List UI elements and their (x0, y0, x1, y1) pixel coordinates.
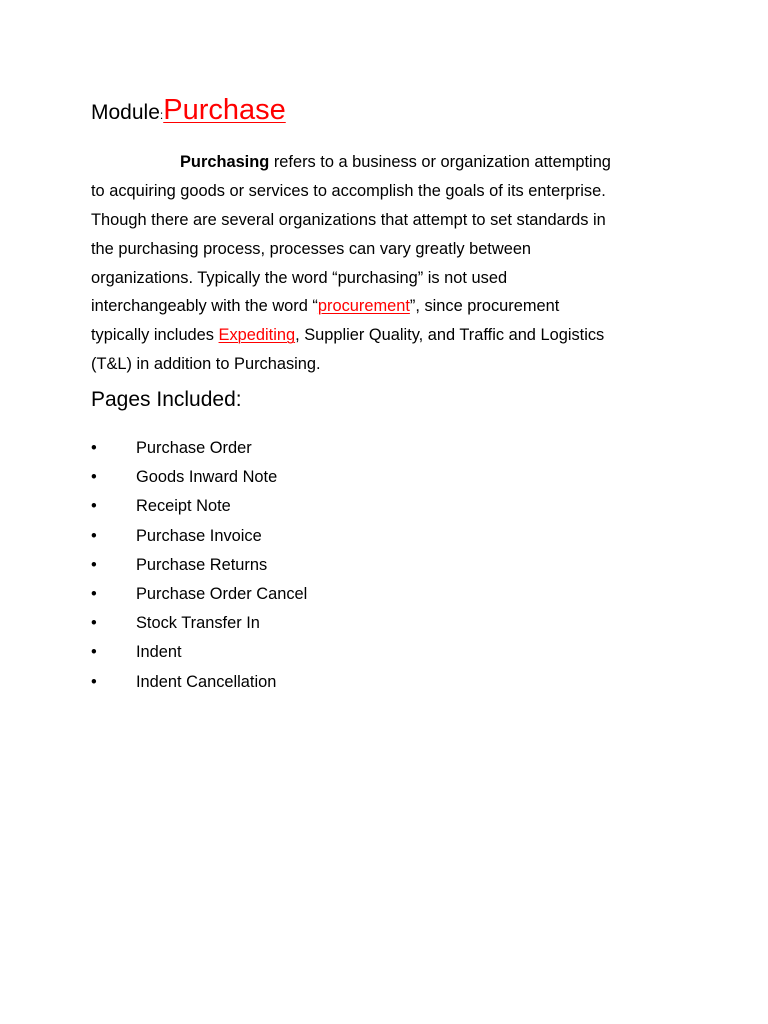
bullet-icon: • (91, 439, 97, 457)
intro-line-text: ”, since procurement (409, 297, 560, 316)
intro-line-text: interchangeably with the word “ (91, 297, 318, 316)
list-item-label: Purchase Returns (136, 555, 268, 574)
intro-paragraph (91, 148, 681, 379)
list-item-label: Stock Transfer In (136, 614, 260, 633)
list-item-label: Purchase Invoice (136, 526, 262, 545)
list-item-label: Goods Inward Note (136, 468, 278, 487)
intro-line: Though there are several organizations that attempt to set standards in (91, 210, 606, 229)
bullet-icon: • (91, 526, 97, 545)
intro-line: organizations. Typically the word “purchasing” is not used (91, 268, 508, 287)
bullet-icon: • (91, 614, 97, 633)
module-colon: : (159, 108, 164, 122)
bullet-icon: • (91, 555, 97, 574)
pages-included-heading: Pages Included: (91, 388, 242, 411)
module-name: Purchase (163, 94, 286, 126)
intro-bold-term: Purchasing (180, 153, 270, 171)
intro-line-text: typically includes (91, 326, 219, 345)
intro-line-text: refers to a business or organization attempting (269, 153, 611, 171)
intro-line (91, 292, 681, 321)
procurement-link[interactable]: procurement (317, 297, 410, 316)
intro-line-text: , Supplier Quality, and Traffic and Logistics (295, 326, 605, 345)
intro-line: to acquiring goods or services to accomplish the goals of its enterprise. (91, 181, 606, 200)
expediting-link[interactable]: Expediting (218, 326, 296, 345)
list-item-label: Purchase Order Cancel (136, 584, 308, 603)
bullet-icon: • (91, 672, 97, 691)
intro-line: (T&L) in addition to Purchasing. (91, 355, 321, 374)
intro-line: the purchasing process, processes can vary greatly between (91, 239, 532, 258)
bullet-icon: • (91, 643, 97, 662)
list-item-label: Purchase Order (136, 439, 252, 457)
bullet-icon: • (91, 468, 97, 487)
intro-line (91, 148, 681, 177)
intro-line (91, 321, 681, 350)
module-title (91, 94, 286, 127)
list-item-label: Receipt Note (136, 497, 231, 516)
bullet-icon: • (91, 584, 97, 603)
list-item-label: Indent (136, 643, 182, 662)
module-label: Module (91, 101, 160, 124)
list-item-label: Indent Cancellation (136, 672, 277, 691)
bullet-icon: • (91, 497, 97, 516)
